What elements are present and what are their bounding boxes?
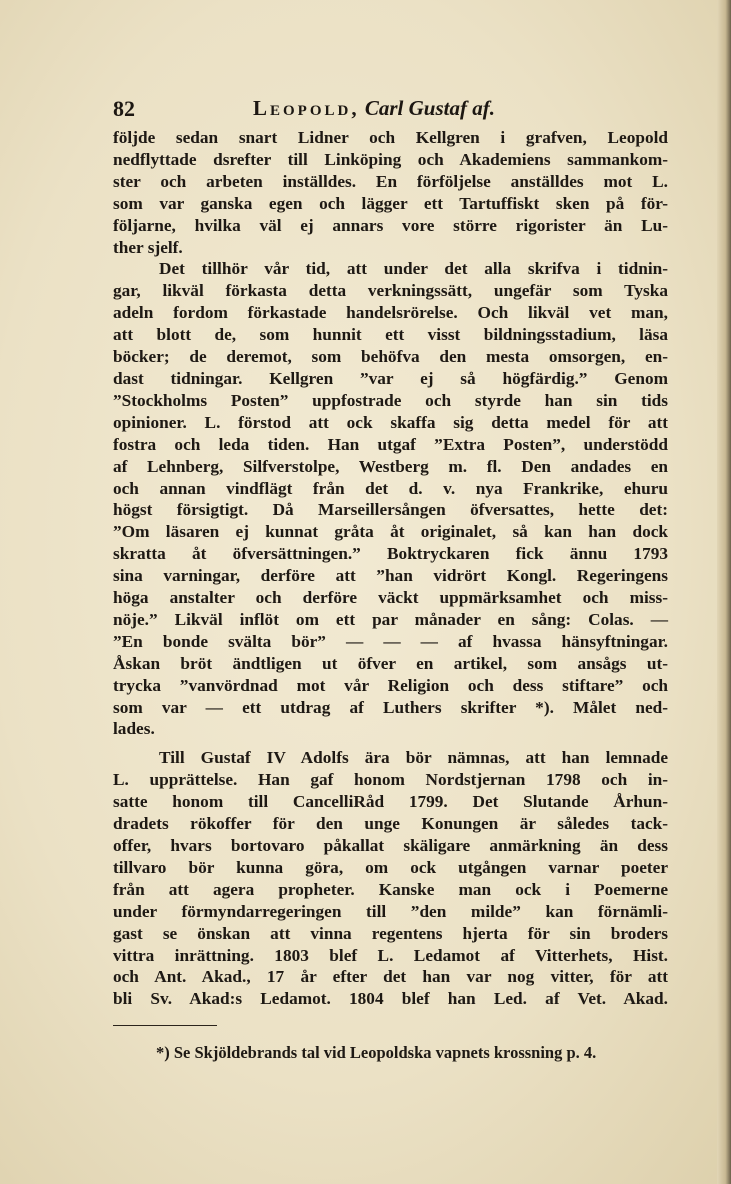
text-line: och Ant. Akad., 17 år efter det han var nog vitter, för att xyxy=(113,967,668,987)
running-head xyxy=(253,96,495,121)
text-line: från att agera propheter. Kanske man ock i Poemerne xyxy=(113,879,668,899)
text-line: Till Gustaf IV Adolfs ära bör nämnas, att han lemnade xyxy=(159,748,668,768)
text-line: som var — ett utdrag af Luthers skrifter *). Målet ned- xyxy=(113,697,668,717)
text-line: följarne, hvilka väl ej annars vore större rigorister än Lu- xyxy=(113,215,668,235)
page-edge-shadow xyxy=(717,0,731,1184)
text-line: att blott de, som hunnit ett visst bildningsstadium, läsa xyxy=(113,325,668,345)
running-head-name: Leopold, xyxy=(253,96,360,120)
page-header xyxy=(113,96,673,126)
text-line: gast se önskan att vinna regentens hjerta för sin broders xyxy=(113,923,668,943)
text-line: sina varningar, derföre att ”han vidrört Kongl. Regeringens xyxy=(113,566,668,586)
paragraph-3 xyxy=(113,747,668,1010)
text-line: skratta åt öfversättningen.” Boktryckaren fick ännu 1793 xyxy=(113,544,668,564)
text-line: Det tillhör vår tid, att under det alla skrifva i tidnin- xyxy=(159,259,668,279)
text-line: trycka ”vanvördnad mot vår Religion och dess stiftare” och xyxy=(113,675,668,695)
text-line: tillvaro bör kunna göra, om ock utgången varnar poeter xyxy=(113,857,668,877)
text-line: ”Om läsaren ej kunnat gråta åt originalet, så kan han dock xyxy=(113,522,668,542)
footnote: *) Se Skjöldebrands tal vid Leopoldska vapnets krossning p. 4. xyxy=(156,1043,597,1062)
text-line: fostra och leda tiden. Han utgaf ”Extra Posten”, understödd xyxy=(113,434,668,454)
text-line: böcker; de deremot, som behöfva den mesta omsorgen, en- xyxy=(113,347,668,367)
text-line: som var ganska egen och lägger ett Tartuffiskt sken på för- xyxy=(113,193,668,213)
body-text xyxy=(113,127,668,1010)
running-head-title: Carl Gustaf af. xyxy=(364,96,495,120)
text-line: högst försigtigt. Då Marseillersången öfversattes, hette det: xyxy=(113,500,668,520)
text-line: höga anstalter och derföre väckt uppmärksamhet och miss- xyxy=(113,588,668,608)
text-line: gar, likväl förkasta detta verkningssätt, ungefär som Tyska xyxy=(113,281,668,301)
text-line: offer, hvars bortovaro påkallat skäligare anmärkning än dess xyxy=(113,836,668,855)
text-line: af Lehnberg, Silfverstolpe, Westberg m. fl. Den andades en xyxy=(113,456,668,476)
text-line: bli Sv. Akad:s Ledamot. 1804 blef han Led. af Vet. Akad. xyxy=(113,989,668,1009)
text-line: vittra inrättning. 1803 blef L. Ledamot af Vitterhets, Hist. xyxy=(113,945,668,965)
text-line: dast tidningar. Kellgren ”var ej så högfärdig.” Genom xyxy=(113,368,668,388)
text-line: L. upprättelse. Han gaf honom Nordstjernan 1798 och in- xyxy=(113,770,668,790)
text-line: adeln fordom förkastade handelsrörelse. Och likväl vet man, xyxy=(113,303,668,323)
text-line: opinioner. L. förstod att ock skaffa sig detta medel för att xyxy=(113,412,668,432)
text-line: nedflyttade dsrefter till Linköping och Akademiens sammankom- xyxy=(113,149,668,169)
text-line: dradets rökoffer för den unge Konungen är således tack- xyxy=(113,814,668,834)
text-line: och annan vindflägt från det d. v. nya Frankrike, ehuru xyxy=(113,478,668,498)
text-line: nöje.” Likväl inflöt om ett par månader en sång: Colas. — xyxy=(113,609,668,629)
text-line: Åskan bröt ändtligen ut öfver en artikel, som ansågs ut- xyxy=(113,653,668,673)
paragraph-2 xyxy=(113,258,668,740)
text-line: ster och arbeten inställdes. En förföljelse anställdes mot L. xyxy=(113,171,668,191)
text-line: satte honom till CancelliRåd 1799. Det Slutande Århun- xyxy=(113,792,668,812)
text-line: lades. xyxy=(113,719,155,739)
paragraph-1 xyxy=(113,127,668,258)
text-line: följde sedan snart Lidner och Kellgren i grafven, Leopold xyxy=(113,128,668,147)
text-line: under förmyndarregeringen till ”den milde” kan förnämli- xyxy=(113,901,668,921)
footnote-rule xyxy=(113,1025,217,1026)
text-line: ”Stockholms Posten” uppfostrade och styrde han sin tids xyxy=(113,390,668,410)
page-number: 82 xyxy=(113,96,135,121)
text-line: ther sjelf. xyxy=(113,237,183,257)
text-line: ”En bonde svälta bör” — — — af hvassa hänsyftningar. xyxy=(113,631,668,651)
